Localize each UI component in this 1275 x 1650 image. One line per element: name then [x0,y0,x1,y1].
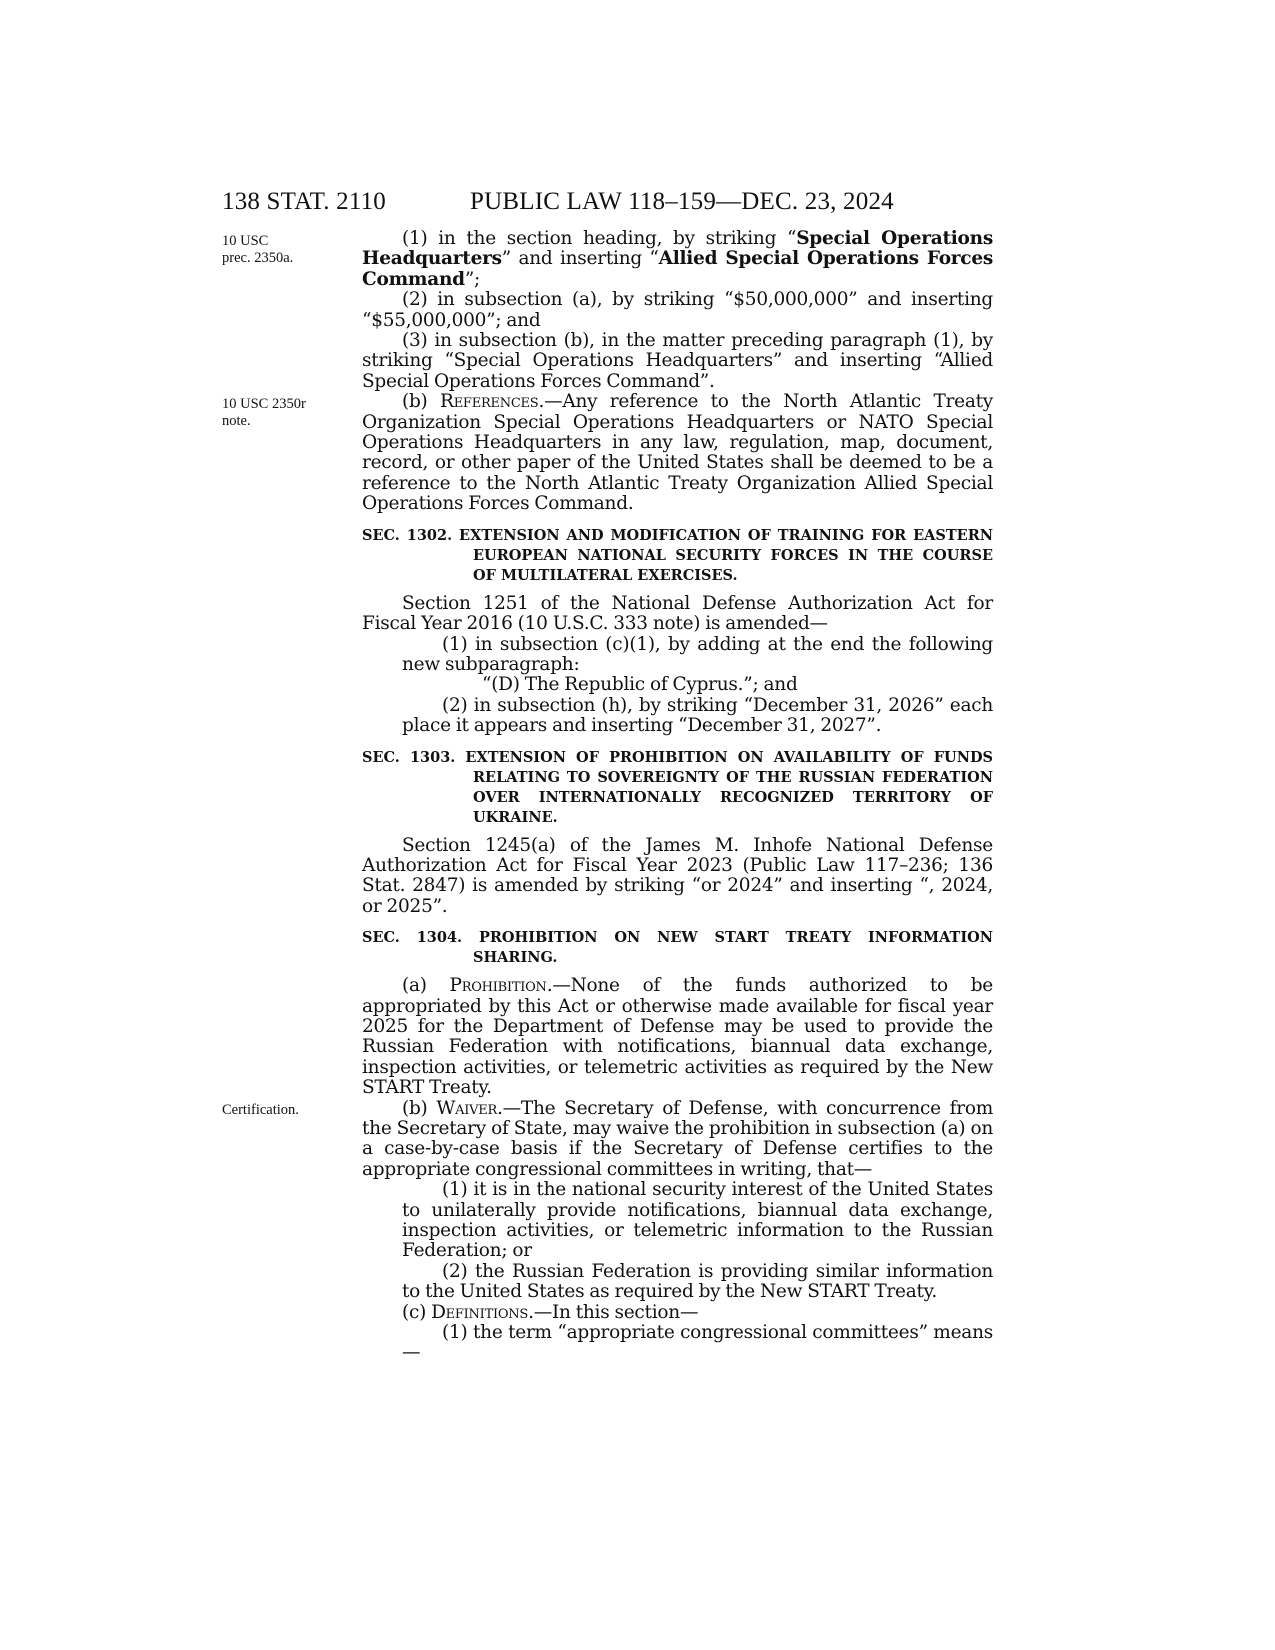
paragraph: (2) in subsection (a), by striking “$50,000,000” and inserting “$55,000,000”; and [362,289,993,331]
paragraph: “(D) The Republic of Cyprus.”; and [482,674,798,696]
subsection-waiver: (b) Waiver.—The Secretary of Defense, with concurrence from the Secretary of State, may waive the prohibition in subsection (a) on a case-by-case basis if the Secretary of Defense certifies to the appropriate congressional committees in writing, that— [362,1097,993,1180]
paragraph: Section 1251 of the National Defense Authorization Act for Fiscal Year 2016 (10 U.S.C. 333 note) is amended— [362,592,993,635]
subsection-prohibition: (a) Prohibition.—None of the funds authorized to be appropriated by this Act or otherwise made available for fiscal year 2025 for the Department of Defense may be used to provide the Russian Federation with notifications, biannual data exchange, inspection activities, or telemetric activities as required by the New START Treaty. [362,975,993,1099]
paragraph: (2) the Russian Federation is providing similar information to the United States as required by the New START Treaty. [402,1260,993,1303]
statute-text [362,229,993,1364]
margin-note-citation: 10 USC 2350r note. [222,396,306,429]
section-heading-1303: SEC. 1303. EXTENSION OF PROHIBITION ON AVAILABILITY OF FUNDS RELATING TO SOVEREIGNTY OF THE RUSSIAN FEDERATION OVER INTERNATIONALLY RECOGNIZED TERRITORY OF UKRAINE. [362,748,993,826]
paragraph: (3) in subsection (b), in the matter preceding paragraph (1), by striking “Special Operations Headquarters” and inserting “Allied Special Operations Forces Command”. [362,330,993,392]
paragraph: (1) in the section heading, by striking “Special Operations Headquarters” and inserting “Allied Special Operations Forces Command”; [362,228,993,290]
page-citation: 138 STAT. 2110 [222,188,386,215]
margin-note-citation: 10 USC prec. 2350a. [222,233,294,266]
subsection-references: (b) References.—Any reference to the North Atlantic Treaty Organization Special Operations Headquarters or NATO Special Operations Headquarters in any law, regulation, map, document, record, or other paper of the United States shall be deemed to be a reference to the North Atlantic Treaty Organization Allied Special Operations Forces Command. [362,391,994,515]
subsection-definitions: (c) Definitions.—In this section— [402,1301,699,1323]
paragraph: (1) it is in the national security interest of the United States to unilaterally provide notifications, biannual data exchange, inspection activities, or telemetric information to the Russian Federation; or [402,1179,993,1262]
section-heading-1302: SEC. 1302. EXTENSION AND MODIFICATION OF TRAINING FOR EASTERN EUROPEAN NATIONAL SECURITY FORCES IN THE COURSE OF MULTILATERAL EXERCISES. [362,526,993,584]
paragraph: (2) in subsection (h), by striking “December 31, 2026” each place it appears and inserting “December 31, 2027”. [402,694,993,737]
paragraph: (1) the term “appropriate congressional committees” means— [402,1322,993,1364]
paragraph: (1) in subsection (c)(1), by adding at the end the following new subparagraph: [402,633,993,675]
margin-note-certification: Certification. [222,1102,299,1118]
running-header: PUBLIC LAW 118–159—DEC. 23, 2024 [470,188,894,215]
paragraph: Section 1245(a) of the James M. Inhofe National Defense Authorization Act for Fiscal Year 2023 (Public Law 117–236; 136 Stat. 2847) is amended by striking “or 2024” and inserting “, 2024, or 2025”. [362,834,993,917]
section-heading-1304: SEC. 1304. PROHIBITION ON NEW START TREATY INFORMATION SHARING. [362,929,993,967]
